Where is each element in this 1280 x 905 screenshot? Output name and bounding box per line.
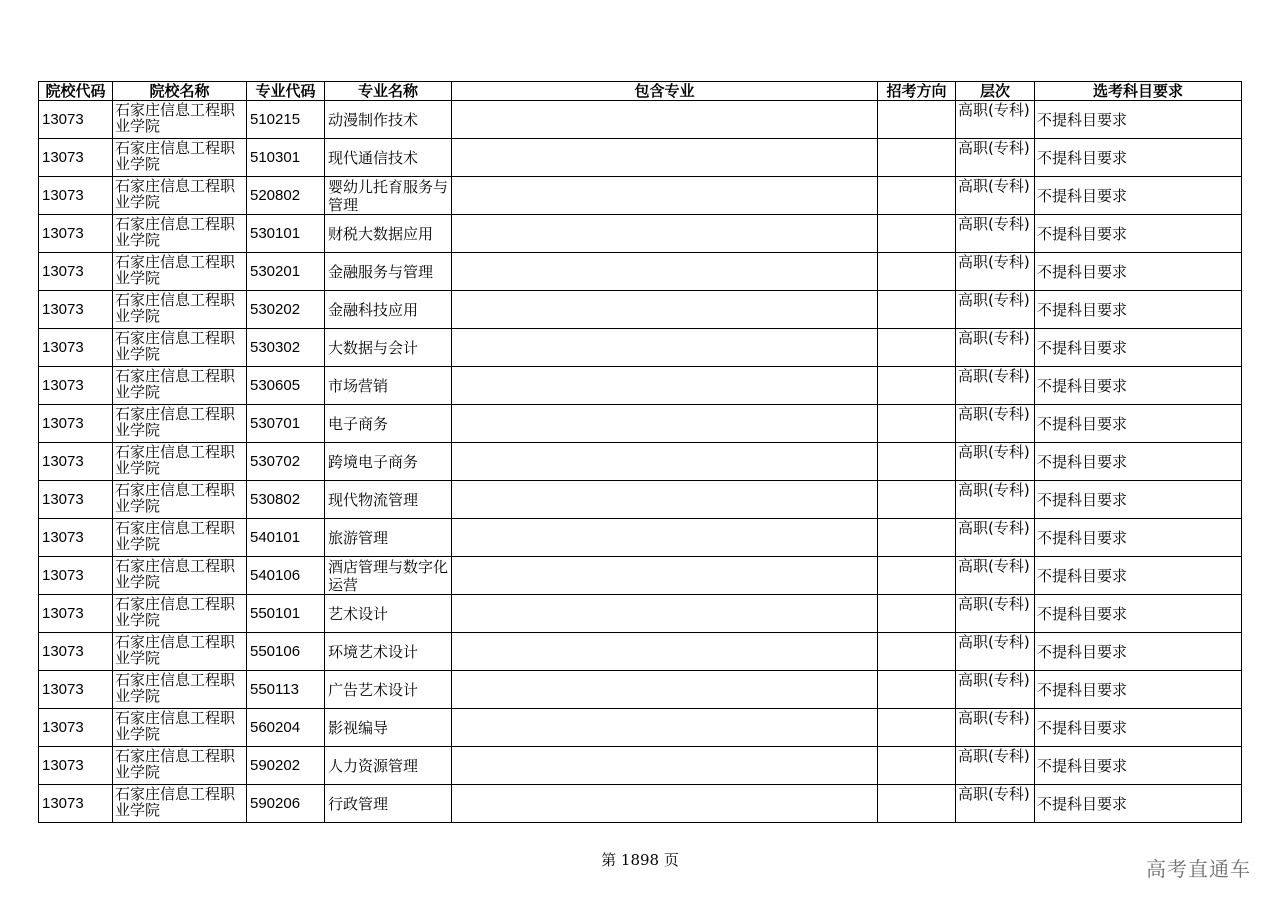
cell-included-majors [452,595,878,633]
cell-level [956,329,1035,367]
cell-level-text: 高职(专科) [958,558,1030,575]
cell-major-name: 动漫制作技术 [325,101,452,139]
cell-school-name [113,557,247,595]
cell-school-name-text: 石家庄信息工程职业学院 [115,254,236,287]
cell-level [956,253,1035,291]
cell-direction [878,595,956,633]
cell-direction [878,785,956,823]
cell-major-name: 市场营销 [325,367,452,405]
cell-major-name: 环境艺术设计 [325,633,452,671]
cell-major-name: 电子商务 [325,405,452,443]
table-row [39,747,1242,785]
cell-school-code: 13073 [39,747,113,785]
cell-level [956,709,1035,747]
cell-included-majors [452,481,878,519]
cell-school-name [113,101,247,139]
cell-school-name-text: 石家庄信息工程职业学院 [115,178,236,211]
cell-school-name [113,329,247,367]
cell-major-name: 现代物流管理 [325,481,452,519]
cell-school-name [113,747,247,785]
cell-level [956,367,1035,405]
table-row [39,177,1242,215]
cell-major-code: 530701 [247,405,325,443]
cell-school-code: 13073 [39,329,113,367]
cell-school-code: 13073 [39,633,113,671]
cell-major-name: 婴幼儿托育服务与管理 [325,177,452,215]
cell-level [956,595,1035,633]
cell-included-majors [452,443,878,481]
cell-included-majors [452,139,878,177]
cell-level [956,481,1035,519]
cell-direction [878,253,956,291]
table-row [39,139,1242,177]
header-subject-requirement: 选考科目要求 [1035,82,1242,101]
table-row [39,367,1242,405]
cell-school-name [113,519,247,557]
cell-subject-requirement: 不提科目要求 [1035,633,1242,671]
cell-school-name-text: 石家庄信息工程职业学院 [115,292,236,325]
cell-school-name-text: 石家庄信息工程职业学院 [115,558,236,591]
cell-level [956,405,1035,443]
cell-subject-requirement: 不提科目要求 [1035,671,1242,709]
cell-direction [878,139,956,177]
cell-major-code: 520802 [247,177,325,215]
admissions-table [38,81,1242,823]
cell-level-text: 高职(专科) [958,178,1030,195]
cell-subject-requirement: 不提科目要求 [1035,405,1242,443]
cell-school-name [113,215,247,253]
cell-major-code: 550106 [247,633,325,671]
cell-level [956,443,1035,481]
cell-included-majors [452,671,878,709]
cell-school-code: 13073 [39,785,113,823]
table-row [39,671,1242,709]
cell-level [956,215,1035,253]
table-row [39,329,1242,367]
cell-major-name: 金融科技应用 [325,291,452,329]
cell-level [956,177,1035,215]
cell-major-name: 大数据与会计 [325,329,452,367]
table-body [39,101,1242,823]
cell-level-text: 高职(专科) [958,254,1030,271]
table-row [39,595,1242,633]
cell-direction [878,405,956,443]
cell-level [956,747,1035,785]
cell-included-majors [452,215,878,253]
cell-major-name: 财税大数据应用 [325,215,452,253]
cell-level-text: 高职(专科) [958,140,1030,157]
table-row [39,405,1242,443]
cell-included-majors [452,177,878,215]
cell-direction [878,747,956,785]
cell-major-name: 广告艺术设计 [325,671,452,709]
cell-school-code: 13073 [39,215,113,253]
table-row [39,557,1242,595]
cell-direction [878,177,956,215]
cell-major-name: 现代通信技术 [325,139,452,177]
cell-direction [878,557,956,595]
cell-direction [878,671,956,709]
cell-included-majors [452,101,878,139]
cell-included-majors [452,633,878,671]
table-row [39,785,1242,823]
header-school-name: 院校名称 [113,82,247,101]
cell-level [956,633,1035,671]
cell-subject-requirement: 不提科目要求 [1035,253,1242,291]
cell-level-text: 高职(专科) [958,710,1030,727]
cell-school-code: 13073 [39,557,113,595]
cell-major-code: 540101 [247,519,325,557]
cell-school-name-text: 石家庄信息工程职业学院 [115,786,236,819]
cell-subject-requirement: 不提科目要求 [1035,481,1242,519]
cell-school-name-text: 石家庄信息工程职业学院 [115,140,236,173]
cell-level-text: 高职(专科) [958,596,1030,613]
cell-level-text: 高职(专科) [958,368,1030,385]
cell-direction [878,215,956,253]
cell-direction [878,633,956,671]
cell-school-name [113,595,247,633]
cell-included-majors [452,519,878,557]
cell-school-code: 13073 [39,709,113,747]
cell-direction [878,481,956,519]
cell-major-code: 540106 [247,557,325,595]
cell-school-name-text: 石家庄信息工程职业学院 [115,748,236,781]
cell-subject-requirement: 不提科目要求 [1035,443,1242,481]
cell-level [956,519,1035,557]
cell-major-code: 560204 [247,709,325,747]
cell-school-name-text: 石家庄信息工程职业学院 [115,444,236,477]
cell-direction [878,291,956,329]
cell-subject-requirement: 不提科目要求 [1035,785,1242,823]
cell-included-majors [452,367,878,405]
cell-school-name [113,481,247,519]
cell-school-name [113,443,247,481]
cell-included-majors [452,405,878,443]
cell-school-code: 13073 [39,367,113,405]
table-row [39,709,1242,747]
cell-level-text: 高职(专科) [958,786,1030,803]
watermark: 高考直通车 [1146,857,1251,881]
cell-school-code: 13073 [39,405,113,443]
cell-major-name: 金融服务与管理 [325,253,452,291]
cell-included-majors [452,747,878,785]
cell-major-name: 酒店管理与数字化运营 [325,557,452,595]
cell-major-code: 510301 [247,139,325,177]
cell-major-code: 550113 [247,671,325,709]
cell-subject-requirement: 不提科目要求 [1035,595,1242,633]
table-header-row [39,82,1242,101]
cell-major-name: 行政管理 [325,785,452,823]
cell-subject-requirement: 不提科目要求 [1035,215,1242,253]
cell-subject-requirement: 不提科目要求 [1035,177,1242,215]
header-major-code: 专业代码 [247,82,325,101]
header-included-majors: 包含专业 [452,82,878,101]
cell-school-code: 13073 [39,101,113,139]
page-number: 第 1898 页 [601,851,679,869]
cell-school-name [113,291,247,329]
cell-subject-requirement: 不提科目要求 [1035,291,1242,329]
table-row [39,101,1242,139]
cell-subject-requirement: 不提科目要求 [1035,747,1242,785]
cell-school-code: 13073 [39,519,113,557]
cell-school-name-text: 石家庄信息工程职业学院 [115,520,236,553]
cell-direction [878,101,956,139]
cell-major-name: 影视编导 [325,709,452,747]
cell-school-name-text: 石家庄信息工程职业学院 [115,368,236,401]
cell-school-name-text: 石家庄信息工程职业学院 [115,330,236,363]
cell-school-name [113,177,247,215]
cell-direction [878,443,956,481]
cell-school-name-text: 石家庄信息工程职业学院 [115,710,236,743]
cell-school-code: 13073 [39,177,113,215]
cell-major-name: 旅游管理 [325,519,452,557]
cell-direction [878,519,956,557]
cell-school-name-text: 石家庄信息工程职业学院 [115,406,236,439]
cell-major-name: 跨境电子商务 [325,443,452,481]
cell-school-code: 13073 [39,595,113,633]
cell-level-text: 高职(专科) [958,102,1030,119]
cell-included-majors [452,329,878,367]
cell-school-name [113,139,247,177]
cell-major-code: 530802 [247,481,325,519]
table-row [39,633,1242,671]
cell-subject-requirement: 不提科目要求 [1035,557,1242,595]
table-row [39,443,1242,481]
cell-school-code: 13073 [39,671,113,709]
cell-level [956,785,1035,823]
cell-school-name-text: 石家庄信息工程职业学院 [115,216,236,249]
cell-subject-requirement: 不提科目要求 [1035,367,1242,405]
cell-school-name [113,671,247,709]
cell-included-majors [452,253,878,291]
cell-school-code: 13073 [39,253,113,291]
cell-subject-requirement: 不提科目要求 [1035,709,1242,747]
cell-major-code: 530605 [247,367,325,405]
cell-major-name: 人力资源管理 [325,747,452,785]
cell-school-name [113,709,247,747]
cell-included-majors [452,709,878,747]
cell-subject-requirement: 不提科目要求 [1035,139,1242,177]
cell-school-name [113,785,247,823]
cell-level-text: 高职(专科) [958,520,1030,537]
cell-level-text: 高职(专科) [958,634,1030,651]
cell-included-majors [452,785,878,823]
table-row [39,291,1242,329]
cell-major-code: 590206 [247,785,325,823]
cell-school-code: 13073 [39,139,113,177]
header-major-name: 专业名称 [325,82,452,101]
cell-school-code: 13073 [39,481,113,519]
cell-subject-requirement: 不提科目要求 [1035,101,1242,139]
cell-level-text: 高职(专科) [958,216,1030,233]
cell-major-code: 530702 [247,443,325,481]
cell-direction [878,709,956,747]
cell-direction [878,329,956,367]
cell-level [956,139,1035,177]
header-direction: 招考方向 [878,82,956,101]
cell-school-name-text: 石家庄信息工程职业学院 [115,634,236,667]
cell-level-text: 高职(专科) [958,330,1030,347]
cell-school-code: 13073 [39,443,113,481]
cell-level-text: 高职(专科) [958,672,1030,689]
cell-school-name [113,633,247,671]
cell-school-name [113,367,247,405]
cell-school-name [113,405,247,443]
cell-major-name: 艺术设计 [325,595,452,633]
cell-school-name-text: 石家庄信息工程职业学院 [115,672,236,705]
table-row [39,253,1242,291]
cell-school-name-text: 石家庄信息工程职业学院 [115,482,236,515]
cell-level [956,101,1035,139]
table-row [39,519,1242,557]
cell-major-code: 530302 [247,329,325,367]
cell-major-code: 530202 [247,291,325,329]
cell-school-name [113,253,247,291]
cell-level-text: 高职(专科) [958,292,1030,309]
cell-school-name-text: 石家庄信息工程职业学院 [115,102,236,135]
cell-level-text: 高职(专科) [958,482,1030,499]
cell-level-text: 高职(专科) [958,748,1030,765]
header-level: 层次 [956,82,1035,101]
table-row [39,481,1242,519]
cell-major-code: 590202 [247,747,325,785]
cell-level-text: 高职(专科) [958,444,1030,461]
cell-level [956,671,1035,709]
cell-school-name-text: 石家庄信息工程职业学院 [115,596,236,629]
cell-major-code: 510215 [247,101,325,139]
table-row [39,215,1242,253]
cell-level [956,291,1035,329]
cell-direction [878,367,956,405]
cell-included-majors [452,557,878,595]
cell-subject-requirement: 不提科目要求 [1035,519,1242,557]
cell-major-code: 550101 [247,595,325,633]
cell-level [956,557,1035,595]
cell-major-code: 530101 [247,215,325,253]
header-school-code: 院校代码 [39,82,113,101]
cell-major-code: 530201 [247,253,325,291]
cell-subject-requirement: 不提科目要求 [1035,329,1242,367]
cell-level-text: 高职(专科) [958,406,1030,423]
cell-included-majors [452,291,878,329]
cell-school-code: 13073 [39,291,113,329]
